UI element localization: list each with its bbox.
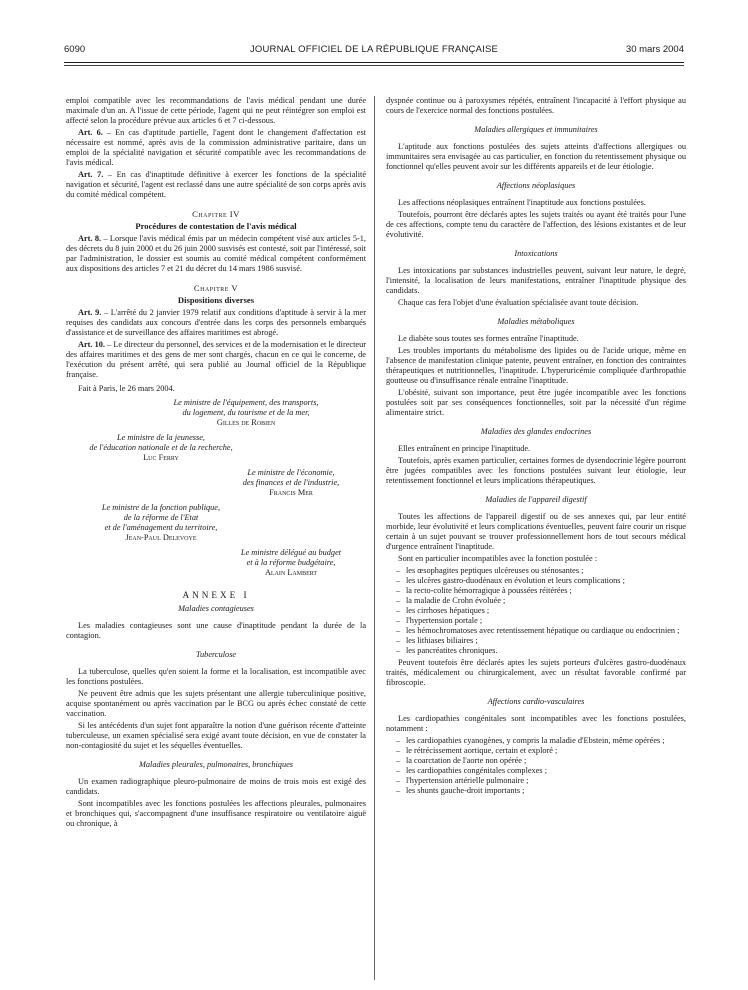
signature-block (66, 548, 366, 578)
list-item: – les hémochromatoses avec retentissement hépatique ou cardiaque ou endocrinien ; (396, 626, 686, 636)
article-text: – L'arrêté du 2 janvier 1979 relatif aux conditions d'aptitude à servir à la mer requises des candidats aux concours d'entrée dans les corps des personnels embarqués d'assistance et de surveillance des affaires maritimes est abrogé. (66, 308, 366, 337)
article-text: – En cas d'aptitude partielle, l'agent dont le changement d'affectation est nécessaire est nommé, après avis de la commission administrative paritaire, dans un emploi de la spécialité navigation et sécurité compatible avec les recommandations de l'avis médical. (66, 128, 366, 167)
page-number: 6090 (64, 44, 86, 55)
paragraph: Toutefois, après examen particulier, certaines formes de dysendocrinie légère pourront être jugées compatibles avec les fonctions postulées suivant leur étiologie, leur retentissement fonctionnel et leurs implications thérapeutiques. (386, 456, 686, 485)
article-10 (66, 340, 366, 380)
cardio-list (386, 736, 686, 796)
signature-block (66, 503, 256, 543)
list-item: – la maladie de Crohn évoluée ; (396, 596, 686, 606)
paragraph: Sont incompatibles avec les fonctions postulées les affections pleurales, pulmonaires et bronchiques qui, s'accompagnent d'une insuffisance respiratoire ou ventilatoire aiguë ou chronique, à (66, 799, 366, 828)
chapter-title: Dispositions diverses (177, 295, 255, 305)
paragraph: Toutes les affections de l'appareil digestif ou de ses annexes qui, par leur entité morbide, leur évolutivité et leurs complications éventuelles, peuvent faire courir un risque certain à un sujet pouvant se trouver professionnellement hors de tout secours médical d'urgence entraînent l'inaptitude. (386, 512, 686, 551)
paragraph: Un examen radiographique pleuro-pulmonaire de moins de trois mois est exigé des candidats. (66, 777, 366, 796)
paragraph: Les affections néoplasiques entraînent l'inaptitude aux fonctions postulées. (398, 198, 646, 207)
article-text: – Le directeur du personnel, des services et de la modernisation et le directeur des affaires maritimes et des gens de mer sont chargés, chacun en ce qui le concerne, de l'exécution du présent arrêté, qui sera publié au Journal officiel de la République française. (66, 340, 366, 379)
paragraph: Ne peuvent être admis que les sujets présentant une allergie tuberculinique positive, acquise spontanément ou après vaccination par le BCG ou après échec constaté de cette vaccination. (66, 689, 366, 718)
signatory-title: Le ministre de l'économie, (247, 468, 335, 477)
section-heading: Maladies pleurales, pulmonaires, bronchiques (138, 760, 293, 769)
signatory-name: Jean-Paul Delevoye (125, 533, 197, 542)
signatory-title: et de l'aménagement du territoire, (104, 523, 218, 532)
paragraph: Toutefois, pourront être déclarés aptes les sujets traités ou ayant été traités pour l'une de ces affections, compte tenu du caractère de l'affection, des lésions existantes et de leur évolutivité. (386, 210, 686, 239)
signatory-name: Luc Ferry (143, 453, 179, 462)
signatory-title: Le ministre délégué au budget (240, 548, 342, 557)
journal-title: JOURNAL OFFICIEL DE LA RÉPUBLIQUE FRANÇAISE (249, 44, 499, 55)
paragraph: Le diabète sous toutes ses formes entraîne l'inaptitude. (398, 334, 579, 343)
paragraph: Les maladies contagieuses sont une cause d'inaptitude pendant la durée de la contagion. (66, 621, 366, 640)
issue-date: 30 mars 2004 (625, 44, 684, 55)
signatory-title: de la réforme de l'Etat (123, 513, 199, 522)
list-item: – les cirrhoses hépatiques ; (396, 606, 686, 616)
list-item: – les shunts gauche-droit importants ; (396, 786, 686, 796)
signatory-title: Le ministre de la jeunesse, (117, 433, 205, 442)
paragraph: L'obésité, suivant son importance, peut être jugée incompatible avec les fonctions postulées soit par ses conséquences fonctionnelles, soit par la nécessité d'un régime alimentaire strict. (386, 388, 686, 417)
section-heading: Affections cardio-vasculaires (487, 697, 585, 706)
section-heading: Intoxications (514, 249, 558, 258)
article-label: Art. 9. (78, 308, 102, 317)
paragraph: Si les antécédents d'un sujet font apparaître la notion d'une guérison récente d'atteinte tuberculeuse, un examen spécialisé sera exigé avant toute décision, en vue de constater la non-contagiosité du sujet et les séquelles éventuelles. (66, 721, 366, 750)
list-item: – l'hypertension portale ; (396, 616, 686, 626)
article-text: – En cas d'inaptitude définitive à exercer les fonctions de la spécialité navigation et sécurité, l'agent est reclassé dans une autre spécialité de son corps après avis du comité médical compétent. (66, 170, 367, 199)
signature-block (66, 433, 256, 463)
section-heading: Maladies contagieuses (178, 604, 254, 613)
signature-block (66, 398, 366, 428)
list-item: – les pancréatites chroniques. (396, 646, 686, 656)
list-item: – la recto-colite hémorragique à poussées réitérées ; (396, 586, 686, 596)
done-at: Fait à Paris, le 26 mars 2004. (78, 384, 175, 393)
signatory-title: du logement, du tourisme et de la mer, (182, 408, 310, 417)
paragraph: Sont en particulier incompatibles avec la fonction postulée : (398, 554, 598, 563)
article-label: Art. 6. (78, 128, 103, 137)
article-label: Art. 10. (78, 340, 105, 349)
signatory-title: Le ministre de l'équipement, des transports, (173, 398, 319, 407)
paragraph: Les intoxications par substances industrielles peuvent, suivant leur nature, le degré, l'intensité, la localisation de leurs manifestations, entraîner l'inaptitude physique des candidats. (386, 266, 686, 295)
chapter-heading: Chapitre V (193, 283, 239, 293)
section-heading: Maladies métaboliques (497, 317, 575, 326)
paragraph: Les troubles importants du métabolisme des lipides ou de l'acide urique, même en l'absence de manifestation clinique patente, peuvent entraîner, en fonction des contraintes thérapeutiques et nutritionnelles, l'inaptitude. L'hyperuricémie compliquée d'arthropathie goutteuse ou d'insuffisance rénale entraîne l'inaptitude. (386, 346, 686, 385)
paragraph: Les cardiopathies congénitales sont incompatibles avec les fonctions postulées, notamment : (386, 714, 686, 733)
signatory-title: des finances et de l'industrie, (242, 478, 340, 487)
section-heading: Maladies des glandes endocrines (480, 427, 592, 436)
list-item: – l'hypertension artérielle pulmonaire ; (396, 776, 686, 786)
list-item: – les ulcères gastro-duodénaux en évolution et leurs complications ; (396, 576, 686, 586)
section-heading: Affections néoplasiques (496, 181, 576, 190)
left-column (66, 96, 366, 831)
chapter-title: Procédures de contestation de l'avis médical (135, 221, 297, 231)
paragraph: La tuberculose, quelles qu'en soient la forme et la localisation, est incompatible avec les fonctions postulées. (66, 667, 366, 686)
article-6 (66, 128, 366, 168)
article-9 (66, 308, 366, 338)
page-header (64, 44, 684, 58)
paragraph: dyspnée continue ou à paroxysmes répétés, entraînent l'incapacité à l'effort physique au cours de l'exercice normal des fonctions postulées. (386, 96, 686, 115)
signatory-name: Francis Mer (269, 488, 313, 497)
list-item: – la coarctation de l'aorte non opérée ; (396, 756, 686, 766)
signatory-name: Gilles de Robien (216, 418, 276, 427)
article-label: Art. 7. (78, 170, 104, 179)
signature-block (66, 468, 366, 498)
paragraph: Peuvent toutefois être déclarés aptes les sujets porteurs d'ulcères gastro-duodénaux traités, médicalement ou chirurgicalement, avec un résultat favorable confirmé par fibroscopie. (386, 658, 686, 687)
section-heading: Tuberculose (195, 650, 237, 659)
section-heading: Maladies de l'appareil digestif (485, 495, 587, 504)
paragraph: Elles entraînent en principe l'inaptitude. (398, 444, 531, 453)
list-item: – les œsophagites peptiques ulcéreuses ou sténosantes ; (396, 566, 686, 576)
header-rule (64, 62, 684, 63)
list-item: – le rétrécissement aortique, certain et exploré ; (396, 746, 686, 756)
paragraph: Chaque cas fera l'objet d'une évaluation spécialisée avant toute décision. (398, 298, 639, 307)
list-item: – les cardiopathies cyanogènes, y compris la maladie d'Ebstein, même opérées ; (396, 736, 686, 746)
article-text: – Lorsque l'avis médical émis par un médecin compétent visé aux articles 5-1, des décrets du 8 juin 2000 et du 26 juin 2000 susvisés est contesté, soit par l'intéressé, soit par l'administration, le dossier est soumis au comité médical compétent conformément aux dispositions des articles 7 et 21 du décret du 14 mars 1986 susvisé. (66, 234, 366, 273)
list-item: – les lithiases biliaires ; (396, 636, 686, 646)
digest-list (386, 566, 686, 656)
signatory-name: Alain Lambert (264, 568, 318, 577)
paragraph: L'aptitude aux fonctions postulées des sujets atteints d'affections allergiques ou immunitaires sera envisagée au cas particulier, en fonction du retentissement physique ou fonctionnel qu'elles peuvent avoir sur les différents appareils et de leur étiologie. (386, 142, 686, 171)
header-rule-thin (64, 65, 684, 66)
signatory-title: et à la réforme budgétaire, (246, 558, 336, 567)
section-heading: Maladies allergiques et immunitaires (474, 125, 598, 134)
article-7 (66, 170, 366, 200)
signatory-title: de l'éducation nationale et de la recherche, (89, 443, 233, 452)
paragraph: emploi compatible avec les recommandations de l'avis médical pendant une durée maximale d'un an. A l'issue de cette période, l'agent qui ne peut réintégrer son emploi est affecté selon la procédure prévue aux articles 6 et 7 ci-dessous. (66, 96, 366, 125)
article-8 (66, 234, 366, 274)
article-label: Art. 8. (78, 234, 102, 243)
signatory-title: Le ministre de la fonction publique, (101, 503, 221, 512)
column-divider (374, 96, 375, 980)
right-column (386, 96, 686, 798)
list-item: – les cardiopathies congénitales complexes ; (396, 766, 686, 776)
annex-heading: ANNEXE I (182, 590, 250, 600)
chapter-heading: Chapitre IV (192, 209, 240, 219)
